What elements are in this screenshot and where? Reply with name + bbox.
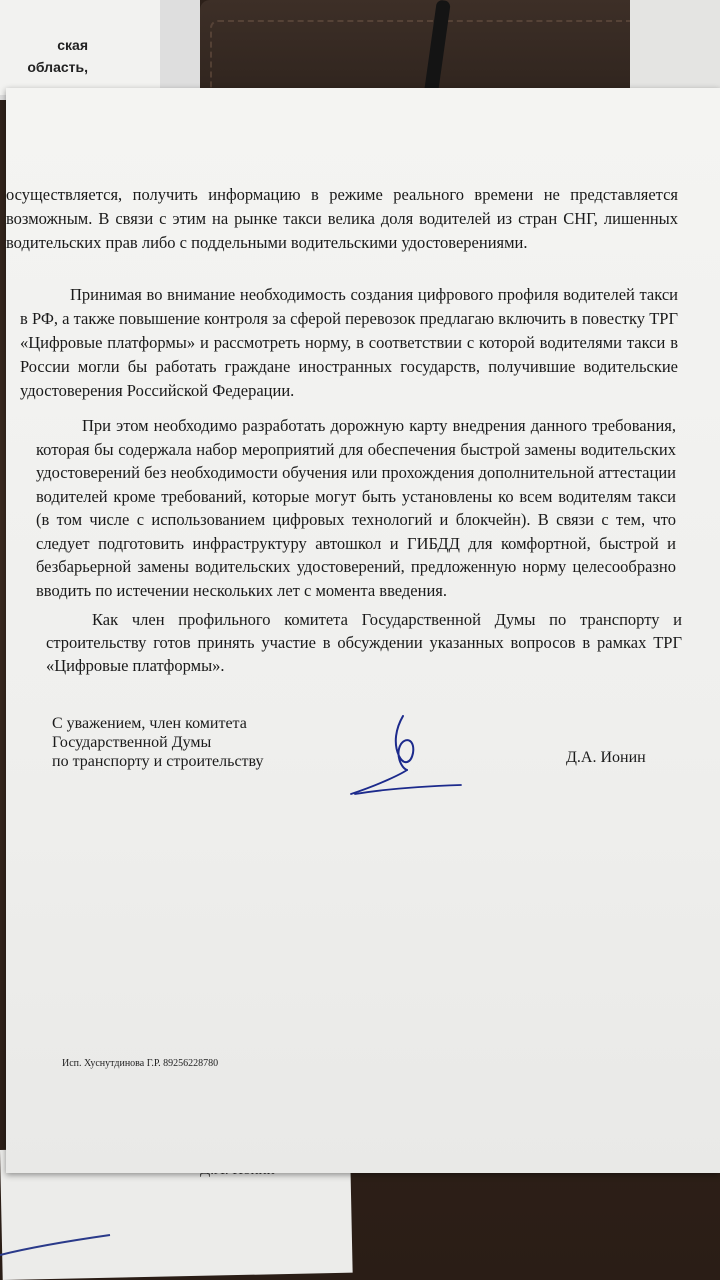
letter-page xyxy=(6,88,720,1173)
paragraph-4 xyxy=(46,608,682,677)
address-line: ская область, xyxy=(27,37,88,75)
closing-line: Государственной Думы xyxy=(52,734,212,751)
paragraph-3 xyxy=(36,414,676,602)
paragraph-text: Как член профильного комитета Государственной Думы по транспорту и строительству готов принять участие в обсуждении указанных вопросов в рамках ТРГ «Цифровые платформы». xyxy=(46,610,682,675)
paragraph-1 xyxy=(6,183,678,255)
executor-line: Исп. Хуснутдинова Г.Р. 89256228780 xyxy=(62,1058,219,1069)
handwritten-signature xyxy=(341,708,471,798)
paragraph-text: Принимая во внимание необходимость создания цифрового профиля водителей такси в РФ, а также повышение контроля за сферой перевозок предлагаю включить в повестку ТРГ «Цифровые платформы» и рассмотреть норму, в соответствии с которой водителями такси в России могли бы работать граждане иностранных государств, получившие водительские удостоверения Российской Федерации. xyxy=(20,285,678,400)
closing-block xyxy=(52,714,312,771)
closing-line: по транспорту и строительству xyxy=(52,753,264,770)
closing-line: С уважением, член комитета xyxy=(52,715,247,732)
background-address-note xyxy=(0,12,160,95)
paragraph-text: При этом необходимо разработать дорожную карту внедрения данного требования, которая бы содержала набор мероприятий для обеспечения быстрой замены водительских удостоверений без необходимости обучения или прохождения дополнительной аттестации водителей кроме требований, которые могут быть установлены ко всем водителям такси (в том числе с использованием цифровых технологий и блокчейн). В связи с тем, что следует подготовить инфраструктуру автошкол и ГИБДД для комфортной, быстрой и безбарьерной замены водительских удостоверений, предложенную норму целесообразно вводить по истечении нескольких лет с момента введения. xyxy=(36,416,676,600)
background-paper-left xyxy=(0,0,160,95)
background-paper-right xyxy=(630,0,720,95)
paragraph-2 xyxy=(20,283,678,403)
background-signature-scribble xyxy=(0,1215,120,1275)
paragraph-text: осуществляется, получить информацию в режиме реального времени не представляется возможным. В связи с этим на рынке такси велика доля водителей из стран СНГ, лишенных водительских прав либо с поддельными водительскими удостоверениями. xyxy=(6,185,678,252)
signer-name: Д.А. Ионин xyxy=(566,749,646,766)
